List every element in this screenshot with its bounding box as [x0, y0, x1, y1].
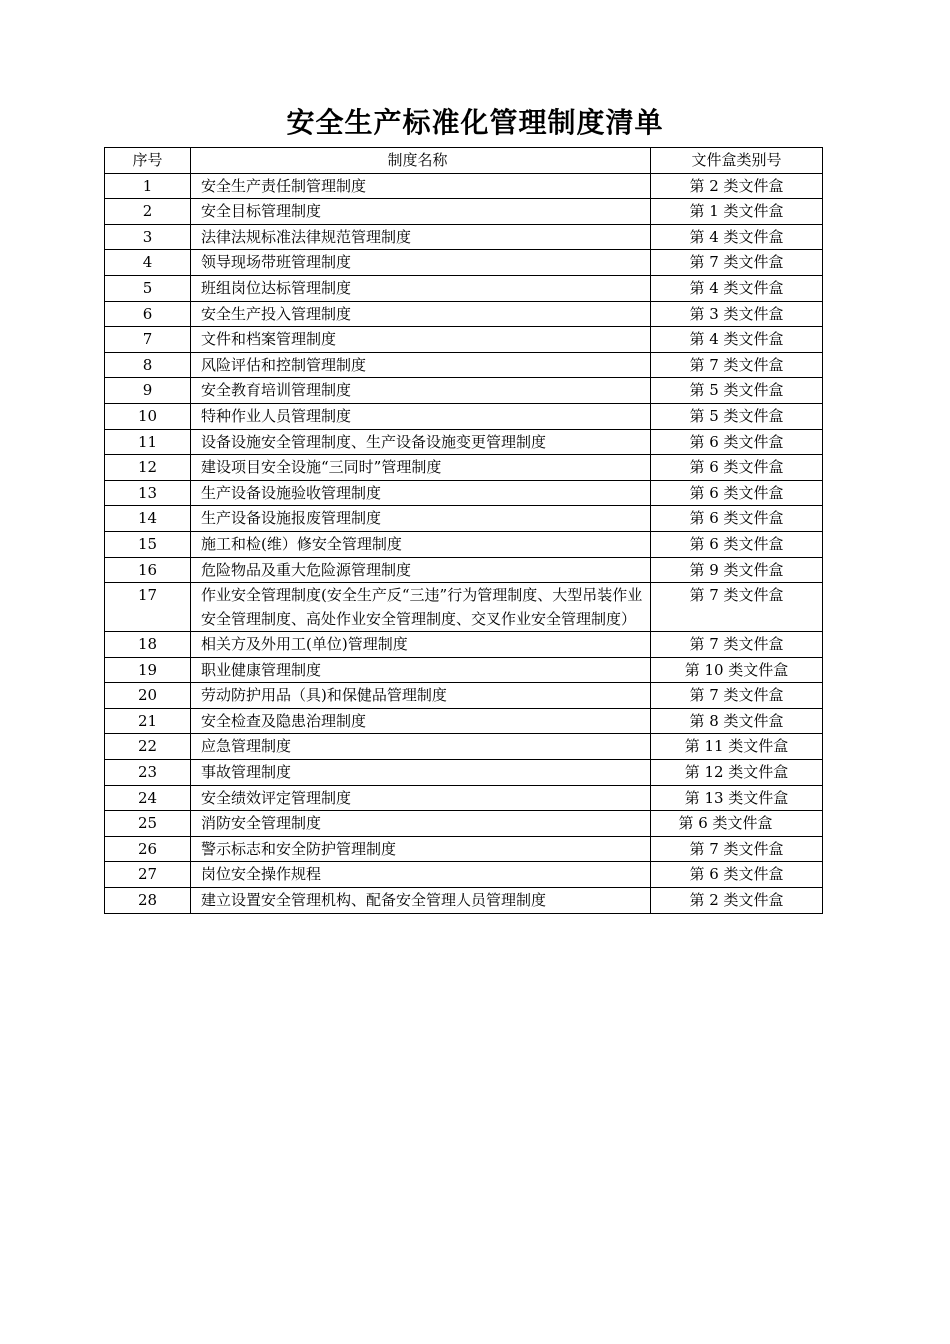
- table-row: [105, 224, 823, 250]
- table-row: [105, 811, 823, 837]
- row-box: 第 6 类文件盒: [651, 862, 823, 888]
- row-box: 第 6 类文件盒: [651, 480, 823, 506]
- table-row: [105, 836, 823, 862]
- row-name: 领导现场带班管理制度: [191, 250, 651, 276]
- row-box: 第 6 类文件盒: [651, 506, 823, 532]
- row-no: 21: [105, 708, 191, 734]
- row-box: 第 7 类文件盒: [651, 250, 823, 276]
- row-no: 11: [105, 429, 191, 455]
- row-name: 安全生产责任制管理制度: [191, 173, 651, 199]
- row-name: 应急管理制度: [191, 734, 651, 760]
- row-name: 生产设备设施验收管理制度: [191, 480, 651, 506]
- row-name: 危险物品及重大危险源管理制度: [191, 557, 651, 583]
- table-header-row: [105, 148, 823, 174]
- row-box: 第 2 类文件盒: [651, 173, 823, 199]
- row-name: 施工和检(维）修安全管理制度: [191, 531, 651, 557]
- row-no: 14: [105, 506, 191, 532]
- row-name: 安全生产投入管理制度: [191, 301, 651, 327]
- row-no: 7: [105, 327, 191, 353]
- row-no: 6: [105, 301, 191, 327]
- row-name: 作业安全管理制度(安全生产反“三违”行为管理制度、大型吊装作业安全管理制度、高处作业安全管理制度、交叉作业安全管理制度）: [191, 583, 651, 632]
- table-row: [105, 583, 823, 632]
- row-box: 第 3 类文件盒: [651, 301, 823, 327]
- row-box: 第 9 类文件盒: [651, 557, 823, 583]
- row-name: 安全绩效评定管理制度: [191, 785, 651, 811]
- row-name: 风险评估和控制管理制度: [191, 352, 651, 378]
- table-row: [105, 429, 823, 455]
- row-box: 第 12 类文件盒: [651, 760, 823, 786]
- row-no: 12: [105, 455, 191, 481]
- table-row: [105, 531, 823, 557]
- row-box: 第 7 类文件盒: [651, 683, 823, 709]
- row-box: 第 4 类文件盒: [651, 275, 823, 301]
- row-name: 职业健康管理制度: [191, 657, 651, 683]
- header-name: 制度名称: [191, 148, 651, 174]
- table-row: [105, 199, 823, 225]
- row-name: 特种作业人员管理制度: [191, 403, 651, 429]
- row-no: 17: [105, 583, 191, 632]
- row-no: 25: [105, 811, 191, 837]
- row-name: 生产设备设施报废管理制度: [191, 506, 651, 532]
- table-row: [105, 378, 823, 404]
- table-row: [105, 275, 823, 301]
- row-no: 8: [105, 352, 191, 378]
- table-row: [105, 327, 823, 353]
- table-row: [105, 403, 823, 429]
- row-box: 第 6 类文件盒: [651, 531, 823, 557]
- row-no: 15: [105, 531, 191, 557]
- row-box: 第 6 类文件盒: [651, 455, 823, 481]
- row-box: 第 7 类文件盒: [651, 836, 823, 862]
- table-row: [105, 683, 823, 709]
- table-row: [105, 862, 823, 888]
- row-name: 设备设施安全管理制度、生产设备设施变更管理制度: [191, 429, 651, 455]
- row-no: 13: [105, 480, 191, 506]
- row-no: 5: [105, 275, 191, 301]
- table-row: [105, 250, 823, 276]
- table-row: [105, 352, 823, 378]
- table-row: [105, 173, 823, 199]
- row-no: 3: [105, 224, 191, 250]
- table-row: [105, 455, 823, 481]
- table-row: [105, 657, 823, 683]
- row-name: 事故管理制度: [191, 760, 651, 786]
- row-box: 第 8 类文件盒: [651, 708, 823, 734]
- row-box: 第 13 类文件盒: [651, 785, 823, 811]
- row-box: 第 7 类文件盒: [651, 352, 823, 378]
- row-no: 2: [105, 199, 191, 225]
- row-box: 第 7 类文件盒: [651, 632, 823, 658]
- row-box: 第 4 类文件盒: [651, 327, 823, 353]
- row-box: 第 6 类文件盒: [651, 811, 823, 837]
- table-row: [105, 480, 823, 506]
- row-no: 1: [105, 173, 191, 199]
- row-name: 相关方及外用工(单位)管理制度: [191, 632, 651, 658]
- table-row: [105, 557, 823, 583]
- row-box: 第 4 类文件盒: [651, 224, 823, 250]
- row-name: 安全检查及隐患治理制度: [191, 708, 651, 734]
- header-box: 文件盒类别号: [651, 148, 823, 174]
- row-name: 安全目标管理制度: [191, 199, 651, 225]
- row-name: 文件和档案管理制度: [191, 327, 651, 353]
- row-name: 岗位安全操作规程: [191, 862, 651, 888]
- row-no: 20: [105, 683, 191, 709]
- row-no: 4: [105, 250, 191, 276]
- row-name: 警示标志和安全防护管理制度: [191, 836, 651, 862]
- table-row: [105, 785, 823, 811]
- table-row: [105, 301, 823, 327]
- row-no: 28: [105, 888, 191, 914]
- row-no: 24: [105, 785, 191, 811]
- row-box: 第 5 类文件盒: [651, 403, 823, 429]
- row-box: 第 7 类文件盒: [651, 583, 823, 632]
- regulation-table: [104, 147, 823, 914]
- row-name: 法律法规标准法律规范管理制度: [191, 224, 651, 250]
- table-row: [105, 734, 823, 760]
- row-box: 第 2 类文件盒: [651, 888, 823, 914]
- row-no: 22: [105, 734, 191, 760]
- row-box: 第 10 类文件盒: [651, 657, 823, 683]
- row-box: 第 11 类文件盒: [651, 734, 823, 760]
- row-name: 班组岗位达标管理制度: [191, 275, 651, 301]
- row-no: 19: [105, 657, 191, 683]
- table-row: [105, 760, 823, 786]
- row-no: 10: [105, 403, 191, 429]
- row-box: 第 5 类文件盒: [651, 378, 823, 404]
- table-row: [105, 708, 823, 734]
- row-name: 安全教育培训管理制度: [191, 378, 651, 404]
- row-no: 9: [105, 378, 191, 404]
- row-no: 27: [105, 862, 191, 888]
- row-no: 23: [105, 760, 191, 786]
- table-row: [105, 888, 823, 914]
- page-title: 安全生产标准化管理制度清单: [286, 106, 664, 139]
- row-box: 第 6 类文件盒: [651, 429, 823, 455]
- table-body: [105, 173, 823, 913]
- header-no: 序号: [105, 148, 191, 174]
- row-name: 劳动防护用品（具)和保健品管理制度: [191, 683, 651, 709]
- row-no: 16: [105, 557, 191, 583]
- row-no: 18: [105, 632, 191, 658]
- row-no: 26: [105, 836, 191, 862]
- table-row: [105, 506, 823, 532]
- row-name: 建设项目安全设施“三同时”管理制度: [191, 455, 651, 481]
- row-box: 第 1 类文件盒: [651, 199, 823, 225]
- row-name: 消防安全管理制度: [191, 811, 651, 837]
- row-name: 建立设置安全管理机构、配备安全管理人员管理制度: [191, 888, 651, 914]
- table-row: [105, 632, 823, 658]
